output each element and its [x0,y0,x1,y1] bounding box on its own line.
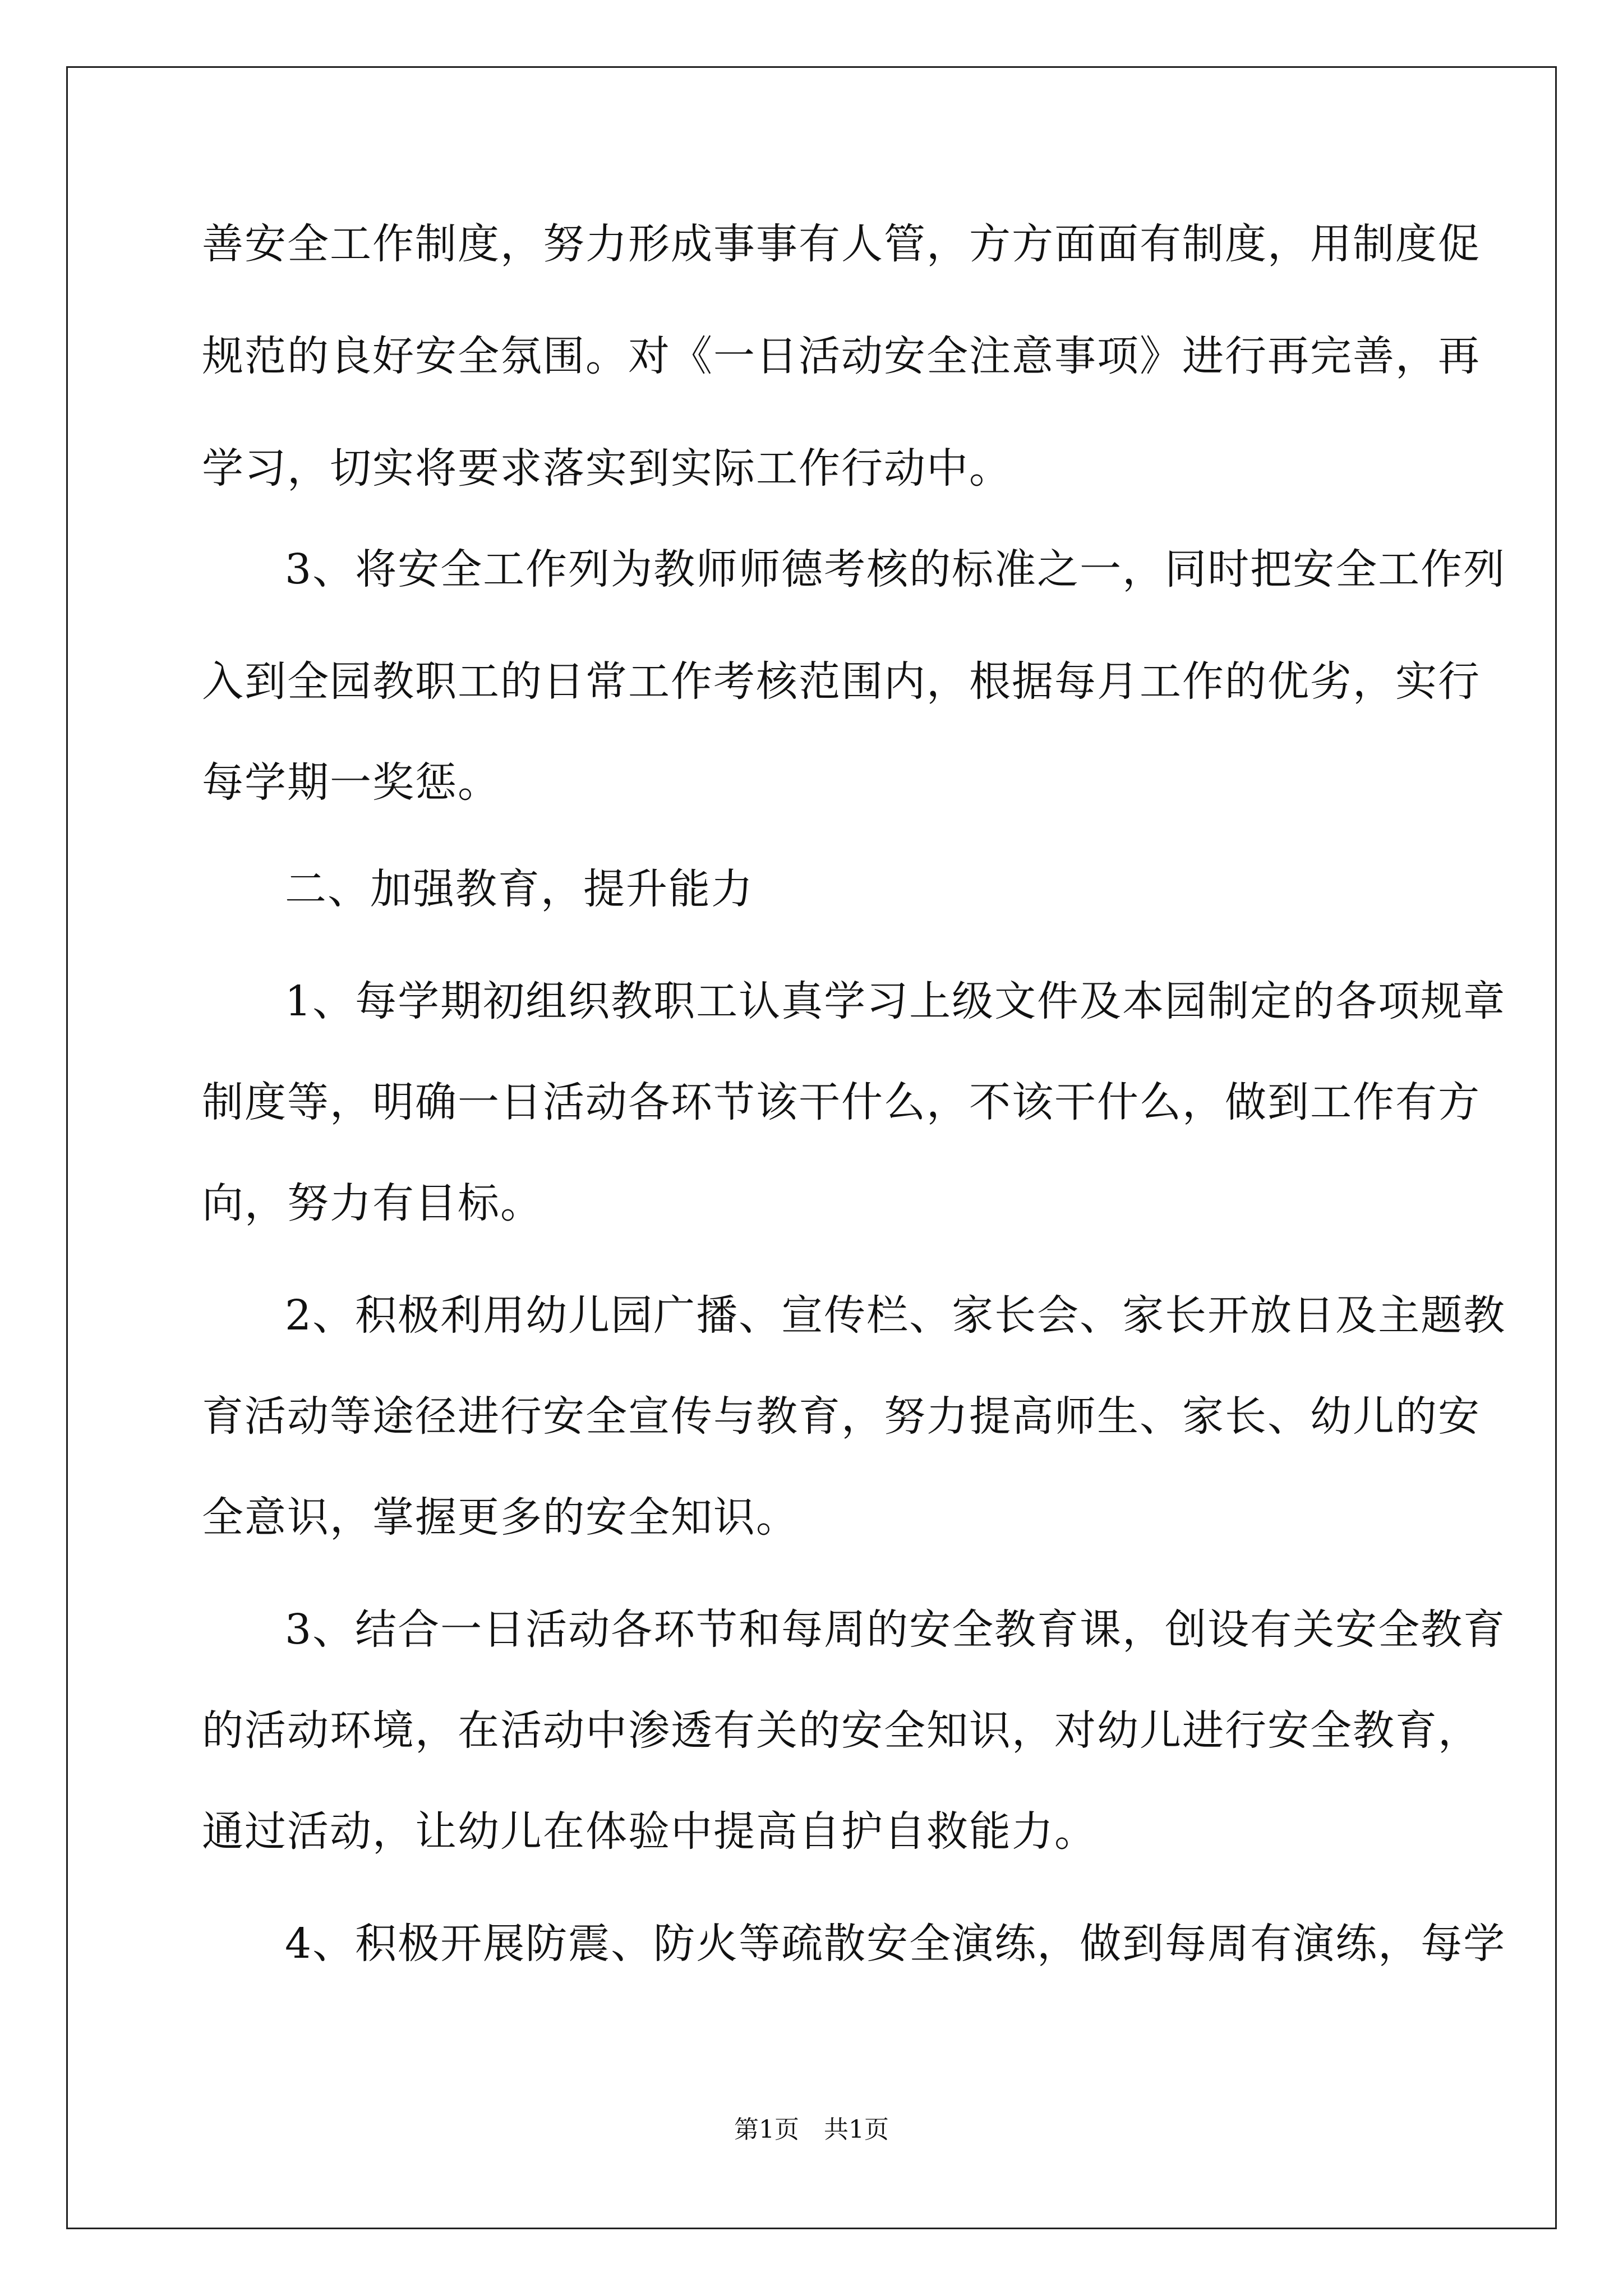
text-line: 1、每学期初组织教职工认真学习上级文件及本园制定的各项规章 [285,977,1506,1025]
text-line: 2、积极利用幼儿园广播、宣传栏、家长会、家长开放日及主题教 [285,1291,1506,1340]
text-line: 通过活动，让幼儿在体验中提高自护自救能力。 [202,1807,1097,1856]
text-line: 规范的良好安全氛围。对《一日活动安全注意事项》进行再完善，再 [202,332,1481,380]
text-line: 入到全园教职工的日常工作考核范围内，根据每月工作的优劣，实行 [202,657,1481,706]
text-line: 3、将安全工作列为教师师德考核的标准之一，同时把安全工作列 [285,545,1506,593]
text-line: 善安全工作制度，努力形成事事有人管，方方面面有制度，用制度促 [202,220,1481,268]
text-line: 3、结合一日活动各环节和每周的安全教育课，创设有关安全教育 [285,1605,1506,1654]
text-line: 育活动等途径进行安全宣传与教育，努力提高师生、家长、幼儿的安 [202,1392,1481,1441]
page-footer: 第1页 共1页 [734,2115,889,2144]
section-heading: 二、加强教育，提升能力 [285,865,754,913]
text-line: 学习，切实将要求落实到实际工作行动中。 [202,444,1012,493]
text-line: 4、积极开展防震、防火等疏散安全演练，做到每周有演练，每学 [285,1920,1506,1968]
text-line: 制度等，明确一日活动各环节该干什么，不该干什么，做到工作有方 [202,1078,1481,1126]
text-line: 向，努力有目标。 [202,1179,543,1227]
page-border [66,66,1557,2229]
text-line: 的活动环境，在活动中渗透有关的安全知识，对幼儿进行安全教育， [202,1706,1481,1755]
text-line: 全意识，掌握更多的安全知识。 [202,1493,799,1542]
text-line: 每学期一奖惩。 [202,758,500,807]
